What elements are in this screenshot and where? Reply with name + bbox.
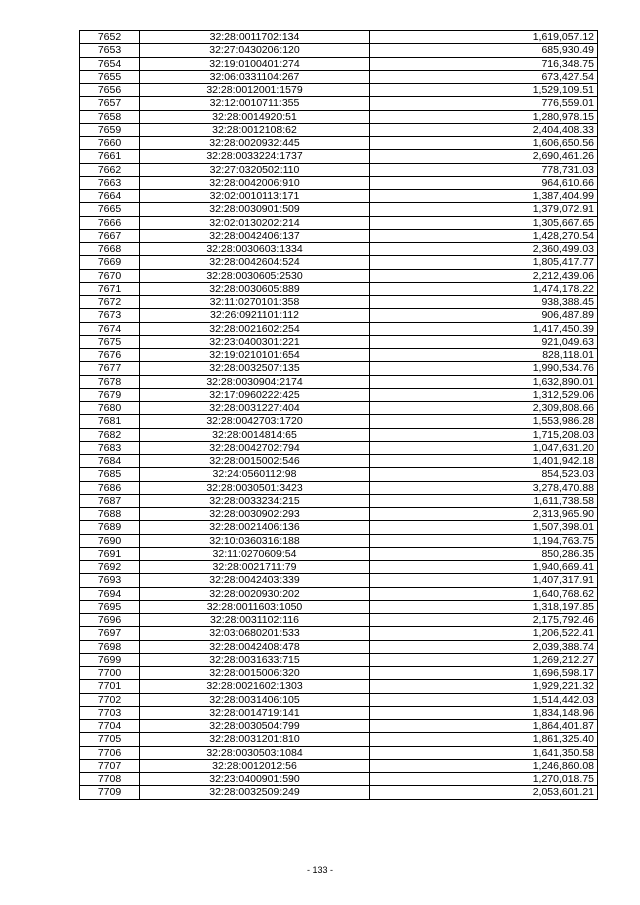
- cadastral-number-cell: 32:28:0031102:116: [140, 614, 370, 627]
- cadastral-number-cell: 32:28:0012108:62: [140, 123, 370, 136]
- value-cell: 1,407,317.91: [370, 574, 598, 587]
- cadastral-number-cell: 32:28:0030904:2174: [140, 375, 370, 388]
- cadastral-number-cell: 32:10:0360316:188: [140, 534, 370, 547]
- table-row: [80, 653, 598, 666]
- cadastral-number-cell: 32:28:0015006:320: [140, 667, 370, 680]
- row-number-cell: 7708: [80, 773, 140, 786]
- table-row: [80, 746, 598, 759]
- row-number-cell: 7695: [80, 600, 140, 613]
- table-row: [80, 229, 598, 242]
- cadastral-number-cell: 32:28:0030901:509: [140, 203, 370, 216]
- value-cell: 1,246,860.08: [370, 759, 598, 772]
- cadastral-number-cell: 32:28:0012012:56: [140, 759, 370, 772]
- value-cell: 1,270,018.75: [370, 773, 598, 786]
- table-row: [80, 84, 598, 97]
- value-cell: 2,212,439.06: [370, 269, 598, 282]
- table-row: [80, 322, 598, 335]
- row-number-cell: 7668: [80, 243, 140, 256]
- table-row: [80, 627, 598, 640]
- value-cell: 1,864,401.87: [370, 720, 598, 733]
- table-row: [80, 706, 598, 719]
- table-row: [80, 481, 598, 494]
- value-cell: 1,312,529.06: [370, 388, 598, 401]
- table-row: [80, 150, 598, 163]
- value-cell: 1,387,404.99: [370, 190, 598, 203]
- value-cell: 1,206,522.41: [370, 627, 598, 640]
- table-row: [80, 428, 598, 441]
- value-cell: 1,632,890.01: [370, 375, 598, 388]
- table-row: [80, 733, 598, 746]
- cadastral-value-table: [79, 30, 598, 800]
- cadastral-number-cell: 32:28:0021406:136: [140, 521, 370, 534]
- row-number-cell: 7675: [80, 335, 140, 348]
- value-cell: 778,731.03: [370, 163, 598, 176]
- table-row: [80, 190, 598, 203]
- value-cell: 685,930.49: [370, 44, 598, 57]
- table-row: [80, 640, 598, 653]
- value-cell: 1,553,986.28: [370, 415, 598, 428]
- value-cell: 1,379,072.91: [370, 203, 598, 216]
- row-number-cell: 7697: [80, 627, 140, 640]
- table-row: [80, 309, 598, 322]
- value-cell: 1,417,450.39: [370, 322, 598, 335]
- row-number-cell: 7652: [80, 31, 140, 44]
- value-cell: 1,318,197.85: [370, 600, 598, 613]
- cadastral-number-cell: 32:28:0015002:546: [140, 455, 370, 468]
- row-number-cell: 7672: [80, 296, 140, 309]
- value-cell: 854,523.03: [370, 468, 598, 481]
- cadastral-number-cell: 32:23:0400901:590: [140, 773, 370, 786]
- cadastral-number-cell: 32:27:0430206:120: [140, 44, 370, 57]
- row-number-cell: 7659: [80, 123, 140, 136]
- row-number-cell: 7681: [80, 415, 140, 428]
- row-number-cell: 7678: [80, 375, 140, 388]
- table-row: [80, 163, 598, 176]
- table-row: [80, 468, 598, 481]
- cadastral-number-cell: 32:28:0021602:1303: [140, 680, 370, 693]
- value-cell: 2,175,792.46: [370, 614, 598, 627]
- value-cell: 938,388.45: [370, 296, 598, 309]
- table-row: [80, 600, 598, 613]
- cadastral-number-cell: 32:12:0010711:355: [140, 97, 370, 110]
- value-cell: 1,047,631.20: [370, 441, 598, 454]
- value-cell: 1,305,667.65: [370, 216, 598, 229]
- value-cell: 1,280,978.15: [370, 110, 598, 123]
- table-body: [80, 31, 598, 800]
- table-row: [80, 375, 598, 388]
- row-number-cell: 7693: [80, 574, 140, 587]
- table-row: [80, 269, 598, 282]
- cadastral-number-cell: 32:02:0130202:214: [140, 216, 370, 229]
- row-number-cell: 7657: [80, 97, 140, 110]
- row-number-cell: 7655: [80, 70, 140, 83]
- row-number-cell: 7694: [80, 587, 140, 600]
- value-cell: 1,641,350.58: [370, 746, 598, 759]
- table-row: [80, 362, 598, 375]
- cadastral-number-cell: 32:28:0030501:3423: [140, 481, 370, 494]
- value-cell: 1,990,534.76: [370, 362, 598, 375]
- cadastral-number-cell: 32:28:0042604:524: [140, 256, 370, 269]
- row-number-cell: 7663: [80, 176, 140, 189]
- value-cell: 2,313,965.90: [370, 508, 598, 521]
- cadastral-number-cell: 32:28:0033234:215: [140, 494, 370, 507]
- table-row: [80, 70, 598, 83]
- row-number-cell: 7664: [80, 190, 140, 203]
- cadastral-number-cell: 32:28:0031227:404: [140, 402, 370, 415]
- table-row: [80, 494, 598, 507]
- table-row: [80, 256, 598, 269]
- table-row: [80, 547, 598, 560]
- cadastral-number-cell: 32:28:0042406:137: [140, 229, 370, 242]
- row-number-cell: 7683: [80, 441, 140, 454]
- row-number-cell: 7692: [80, 561, 140, 574]
- row-number-cell: 7704: [80, 720, 140, 733]
- cadastral-number-cell: 32:28:0031633:715: [140, 653, 370, 666]
- cadastral-number-cell: 32:28:0030605:2530: [140, 269, 370, 282]
- cadastral-number-cell: 32:28:0014719:141: [140, 706, 370, 719]
- row-number-cell: 7691: [80, 547, 140, 560]
- row-number-cell: 7673: [80, 309, 140, 322]
- value-cell: 1,529,109.51: [370, 84, 598, 97]
- value-cell: 1,194,763.75: [370, 534, 598, 547]
- row-number-cell: 7654: [80, 57, 140, 70]
- value-cell: 1,474,178.22: [370, 282, 598, 295]
- row-number-cell: 7653: [80, 44, 140, 57]
- cadastral-number-cell: 32:23:0400301:221: [140, 335, 370, 348]
- row-number-cell: 7685: [80, 468, 140, 481]
- table-row: [80, 402, 598, 415]
- table-row: [80, 455, 598, 468]
- value-cell: 964,610.66: [370, 176, 598, 189]
- row-number-cell: 7684: [80, 455, 140, 468]
- cadastral-number-cell: 32:28:0042408:478: [140, 640, 370, 653]
- row-number-cell: 7702: [80, 693, 140, 706]
- value-cell: 1,619,057.12: [370, 31, 598, 44]
- value-cell: 1,507,398.01: [370, 521, 598, 534]
- table-row: [80, 216, 598, 229]
- table-row: [80, 441, 598, 454]
- table-row: [80, 614, 598, 627]
- cadastral-number-cell: 32:27:0320502:110: [140, 163, 370, 176]
- cadastral-number-cell: 32:28:0030605:889: [140, 282, 370, 295]
- value-cell: 716,348.75: [370, 57, 598, 70]
- value-cell: 2,053,601.21: [370, 786, 598, 799]
- table-row: [80, 203, 598, 216]
- cadastral-number-cell: 32:28:0030503:1084: [140, 746, 370, 759]
- cadastral-number-cell: 32:06:0331104:267: [140, 70, 370, 83]
- value-cell: 673,427.54: [370, 70, 598, 83]
- table-row: [80, 574, 598, 587]
- row-number-cell: 7686: [80, 481, 140, 494]
- value-cell: 1,715,208.03: [370, 428, 598, 441]
- table-row: [80, 508, 598, 521]
- value-cell: 1,805,417.77: [370, 256, 598, 269]
- cadastral-number-cell: 32:28:0031201:810: [140, 733, 370, 746]
- value-cell: 1,401,942.18: [370, 455, 598, 468]
- cadastral-number-cell: 32:28:0014920:51: [140, 110, 370, 123]
- value-cell: 1,940,669.41: [370, 561, 598, 574]
- row-number-cell: 7707: [80, 759, 140, 772]
- cadastral-number-cell: 32:28:0042403:339: [140, 574, 370, 587]
- cadastral-number-cell: 32:19:0210101:654: [140, 349, 370, 362]
- row-number-cell: 7666: [80, 216, 140, 229]
- cadastral-number-cell: 32:26:0921101:112: [140, 309, 370, 322]
- cadastral-number-cell: 32:28:0030902:293: [140, 508, 370, 521]
- cadastral-number-cell: 32:28:0021602:254: [140, 322, 370, 335]
- row-number-cell: 7700: [80, 667, 140, 680]
- table-row: [80, 521, 598, 534]
- table-row: [80, 415, 598, 428]
- table-row: [80, 31, 598, 44]
- row-number-cell: 7682: [80, 428, 140, 441]
- row-number-cell: 7667: [80, 229, 140, 242]
- table-row: [80, 534, 598, 547]
- cadastral-number-cell: 32:28:0032509:249: [140, 786, 370, 799]
- cadastral-number-cell: 32:28:0020932:445: [140, 137, 370, 150]
- value-cell: 3,278,470.88: [370, 481, 598, 494]
- table-row: [80, 388, 598, 401]
- cadastral-number-cell: 32:28:0011603:1050: [140, 600, 370, 613]
- row-number-cell: 7690: [80, 534, 140, 547]
- row-number-cell: 7658: [80, 110, 140, 123]
- row-number-cell: 7662: [80, 163, 140, 176]
- cadastral-number-cell: 32:28:0042702:794: [140, 441, 370, 454]
- value-cell: 1,269,212.27: [370, 653, 598, 666]
- value-cell: 1,929,221.32: [370, 680, 598, 693]
- row-number-cell: 7671: [80, 282, 140, 295]
- cadastral-number-cell: 32:02:0010113:171: [140, 190, 370, 203]
- cadastral-number-cell: 32:28:0030504:799: [140, 720, 370, 733]
- row-number-cell: 7679: [80, 388, 140, 401]
- value-cell: 2,360,499.03: [370, 243, 598, 256]
- table-row: [80, 773, 598, 786]
- row-number-cell: 7699: [80, 653, 140, 666]
- value-cell: 2,690,461.26: [370, 150, 598, 163]
- value-cell: 1,606,650.56: [370, 137, 598, 150]
- cadastral-number-cell: 32:11:0270609:54: [140, 547, 370, 560]
- cadastral-number-cell: 32:28:0012001:1579: [140, 84, 370, 97]
- cadastral-number-cell: 32:28:0042703:1720: [140, 415, 370, 428]
- cadastral-number-cell: 32:28:0033224:1737: [140, 150, 370, 163]
- row-number-cell: 7669: [80, 256, 140, 269]
- row-number-cell: 7709: [80, 786, 140, 799]
- value-cell: 828,118.01: [370, 349, 598, 362]
- table-row: [80, 282, 598, 295]
- cadastral-number-cell: 32:28:0011702:134: [140, 31, 370, 44]
- row-number-cell: 7706: [80, 746, 140, 759]
- table-row: [80, 243, 598, 256]
- table-row: [80, 720, 598, 733]
- cadastral-number-cell: 32:24:0560112:98: [140, 468, 370, 481]
- row-number-cell: 7665: [80, 203, 140, 216]
- cadastral-number-cell: 32:28:0021711:79: [140, 561, 370, 574]
- table-row: [80, 680, 598, 693]
- table-row: [80, 176, 598, 189]
- row-number-cell: 7674: [80, 322, 140, 335]
- cadastral-number-cell: 32:03:0680201:533: [140, 627, 370, 640]
- cadastral-number-cell: 32:17:0960222:425: [140, 388, 370, 401]
- value-cell: 1,428,270.54: [370, 229, 598, 242]
- value-cell: 1,640,768.62: [370, 587, 598, 600]
- row-number-cell: 7661: [80, 150, 140, 163]
- row-number-cell: 7656: [80, 84, 140, 97]
- cadastral-number-cell: 32:19:0100401:274: [140, 57, 370, 70]
- row-number-cell: 7701: [80, 680, 140, 693]
- page-number: - 133 -: [306, 865, 333, 875]
- value-cell: 2,309,808.66: [370, 402, 598, 415]
- table-row: [80, 693, 598, 706]
- value-cell: 1,834,148.96: [370, 706, 598, 719]
- row-number-cell: 7696: [80, 614, 140, 627]
- table-row: [80, 667, 598, 680]
- row-number-cell: 7687: [80, 494, 140, 507]
- value-cell: 1,696,598.17: [370, 667, 598, 680]
- cadastral-number-cell: 32:28:0032507:135: [140, 362, 370, 375]
- table-row: [80, 110, 598, 123]
- table-row: [80, 335, 598, 348]
- value-cell: 921,049.63: [370, 335, 598, 348]
- row-number-cell: 7660: [80, 137, 140, 150]
- value-cell: 2,404,408.33: [370, 123, 598, 136]
- cadastral-number-cell: 32:28:0030603:1334: [140, 243, 370, 256]
- table-row: [80, 759, 598, 772]
- row-number-cell: 7677: [80, 362, 140, 375]
- row-number-cell: 7676: [80, 349, 140, 362]
- table-row: [80, 349, 598, 362]
- row-number-cell: 7703: [80, 706, 140, 719]
- table-row: [80, 296, 598, 309]
- row-number-cell: 7680: [80, 402, 140, 415]
- table-row: [80, 786, 598, 799]
- row-number-cell: 7670: [80, 269, 140, 282]
- cadastral-number-cell: 32:28:0020930:202: [140, 587, 370, 600]
- table-row: [80, 587, 598, 600]
- value-cell: 906,487.89: [370, 309, 598, 322]
- value-cell: 850,286.35: [370, 547, 598, 560]
- table-row: [80, 57, 598, 70]
- value-cell: 776,559.01: [370, 97, 598, 110]
- row-number-cell: 7688: [80, 508, 140, 521]
- cadastral-number-cell: 32:28:0014814:65: [140, 428, 370, 441]
- row-number-cell: 7698: [80, 640, 140, 653]
- cadastral-number-cell: 32:28:0031406:105: [140, 693, 370, 706]
- table-row: [80, 44, 598, 57]
- value-cell: 1,514,442.03: [370, 693, 598, 706]
- value-cell: 1,611,738.58: [370, 494, 598, 507]
- cadastral-number-cell: 32:28:0042006:910: [140, 176, 370, 189]
- value-cell: 2,039,388.74: [370, 640, 598, 653]
- table-row: [80, 561, 598, 574]
- value-cell: 1,861,325.40: [370, 733, 598, 746]
- table-row: [80, 137, 598, 150]
- row-number-cell: 7689: [80, 521, 140, 534]
- row-number-cell: 7705: [80, 733, 140, 746]
- table-row: [80, 97, 598, 110]
- table-row: [80, 123, 598, 136]
- cadastral-number-cell: 32:11:0270101:358: [140, 296, 370, 309]
